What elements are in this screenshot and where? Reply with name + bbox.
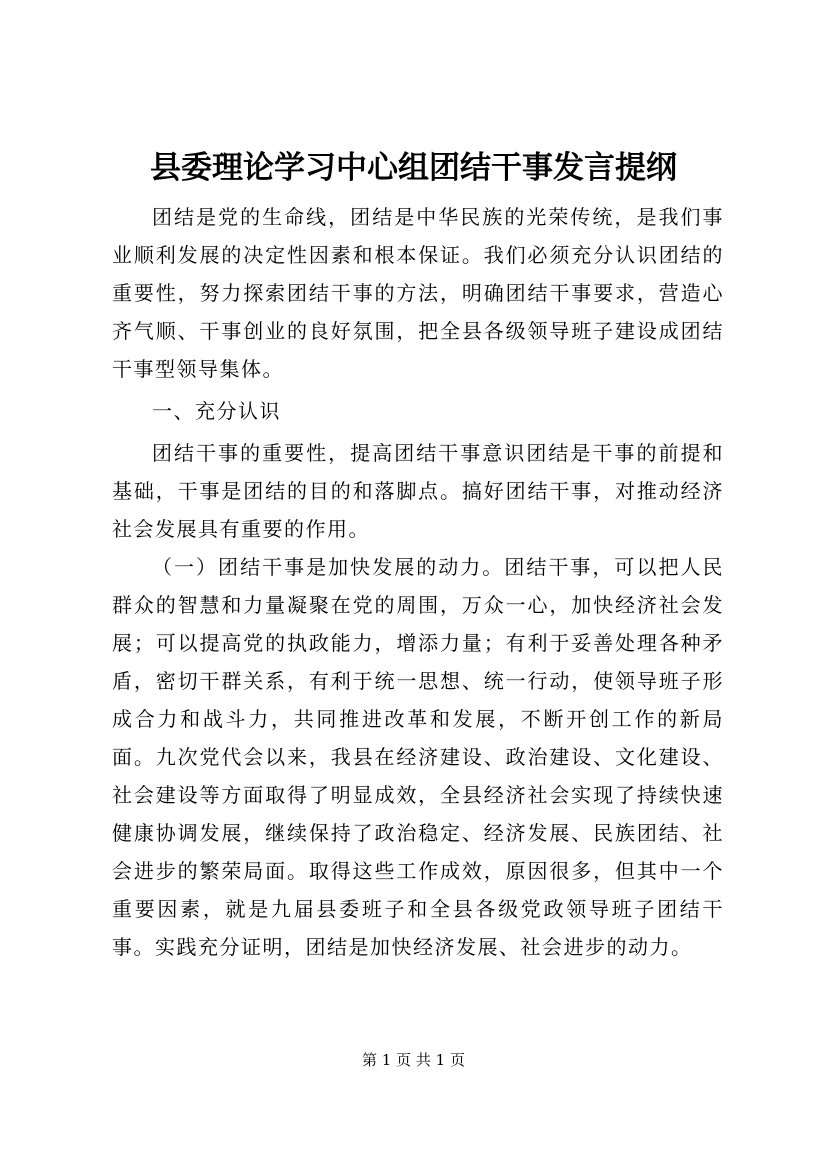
- document-body: [112, 198, 724, 966]
- section-heading: 一、充分认识: [152, 399, 281, 423]
- page-footer: 第 1 页 共 1 页: [362, 1051, 465, 1069]
- paragraph-intro: 团结是党的生命线，团结是中华民族的光荣传统，是我们事业顺利发展的决定性因素和根本保证。我们必须充分认识团结的重要性，努力探索团结干事的方法，明确团结干事要求，营造心齐气顺、干事创业的良好氛围，把全县各级领导班子建设成团结干事型领导集体。: [112, 205, 724, 381]
- paragraph-importance: 团结干事的重要性，提高团结干事意识团结是干事的前提和基础，干事是团结的目的和落脚点。搞好团结干事，对推动经济社会发展具有重要的作用。: [112, 441, 724, 541]
- paragraph-subsection-1: （一）团结干事是加快发展的动力。团结干事，可以把人民群众的智慧和力量凝聚在党的周围，万众一心，加快经济社会发展；可以提高党的执政能力，增添力量；有利于妥善处理各种矛盾，密切干群关系，有利于统一思想、统一行动，使领导班子形成合力和战斗力，共同推进改革和发展，不断开创工作的新局面。九次党代会以来，我县在经济建设、政治建设、文化建设、社会建设等方面取得了明显成效，全县经济社会实现了持续快速健康协调发展，继续保持了政治稳定、经济发展、民族团结、社会进步的繁荣局面。取得这些工作成效，原因很多，但其中一个重要因素，就是九届县委班子和全县各级党政领导班子团结干事。实践充分证明，团结是加快经济发展、社会进步的动力。: [112, 555, 724, 959]
- document-title: 县委理论学习中心组团结干事发言提纲: [150, 150, 677, 186]
